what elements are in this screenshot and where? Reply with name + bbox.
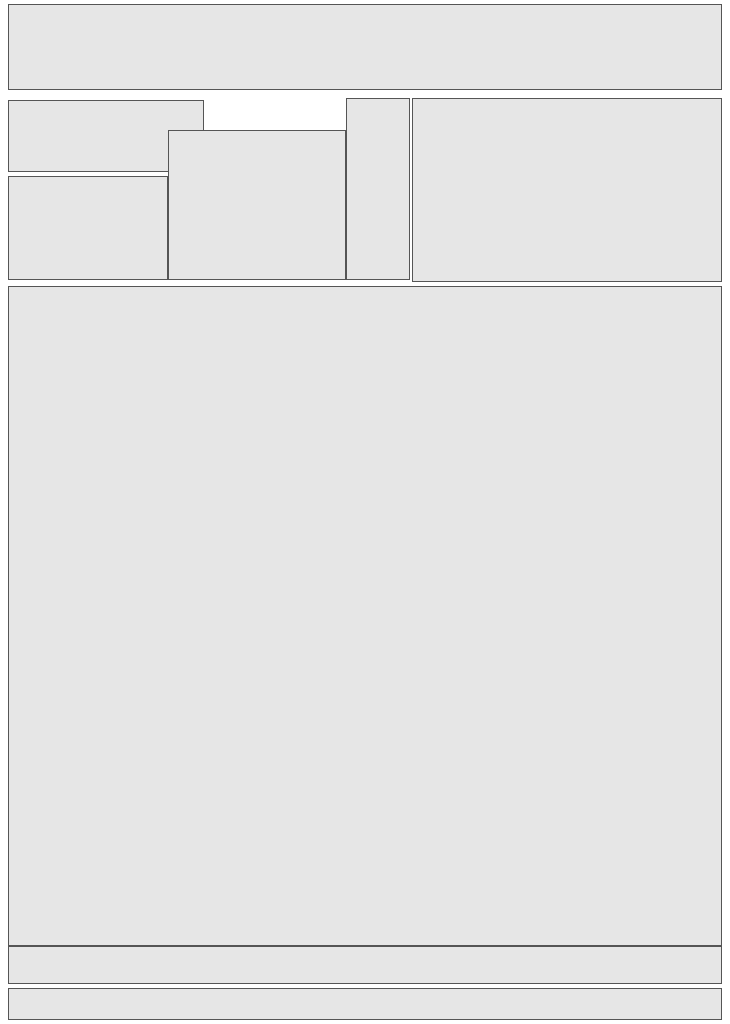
zodiac-panel-block: [168, 130, 346, 280]
acrostic-poem-block: [346, 98, 410, 280]
predictions-block: [8, 286, 722, 946]
masthead-block: [8, 4, 722, 90]
footer-block: [8, 988, 722, 1020]
story-block: [8, 946, 722, 984]
cartoon-panel-block: [412, 98, 722, 282]
zodiac-chart-image-block: [8, 176, 168, 280]
